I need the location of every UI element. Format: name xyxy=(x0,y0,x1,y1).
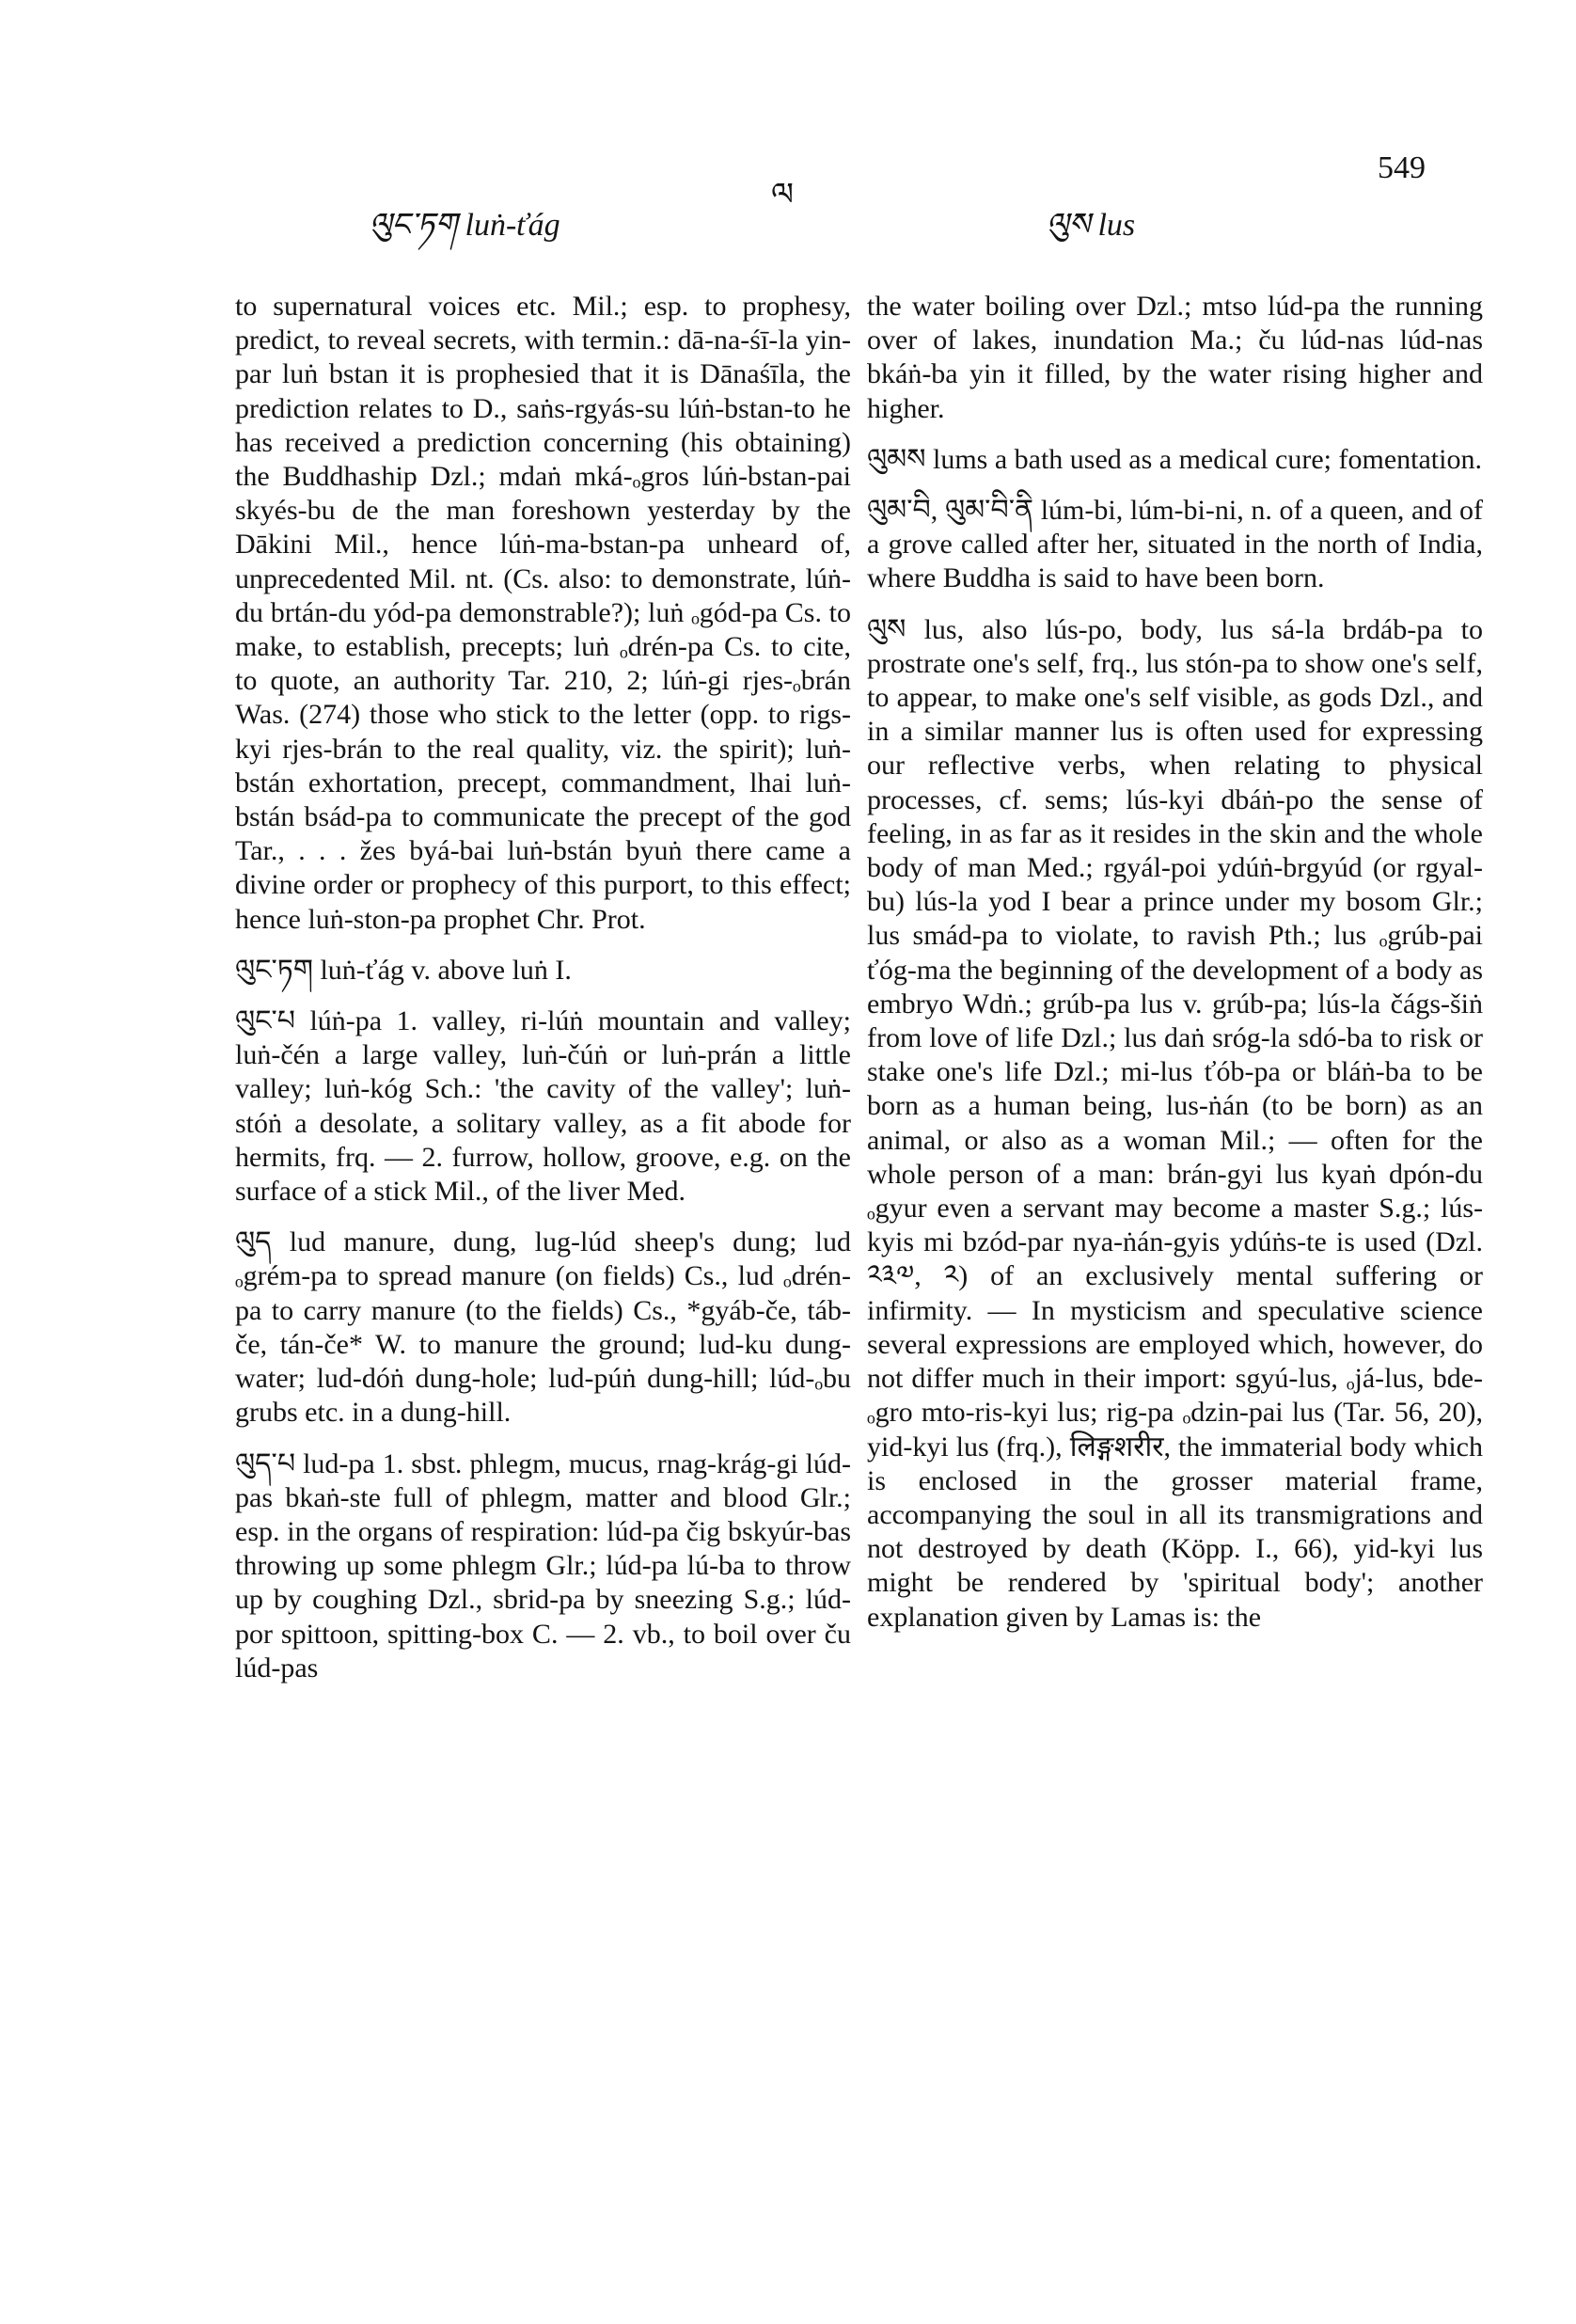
entry-continuation: to supernatural voices etc. Mil.; esp. to prophesy, predict, to reveal secrets, with termin.: dā-na-śī-la yin-par luṅ bstan it is prophesied that it is Dānaśīla, the prediction relates to D., saṅs-rgyás-su lúṅ-bstan-to he has received a prediction concerning (his obtaining) the Buddhaship Dzl.; mdaṅ mká-ₒgros lúṅ-bstan-pai skyés-bu de the man foreshown yesterday by the Dākini Mil., hence lúṅ-ma-bstan-pa unheard of, unprecedented Mil. nt. (Cs. also: to demonstrate, lúṅ-du brtán-du yód-pa demonstrable?); luṅ ₒgód-pa Cs. to make, to establish, precepts; luṅ ₒdrén-pa Cs. to cite, to quote, an authority Tar. 210, 2; lúṅ-gi rjes-ₒbrán Was. (274) those who stick to the letter (opp. to rigs-kyi rjes-brán to the real quality, viz. the spirit); luṅ-bstán exhortation, precept, commandment, lhai luṅ-bstán bsád-pa to communicate the precept of the god Tar., . . . žes byá-bai luṅ-bstán byuṅ there came a divine order or prophecy of this purport, to this effect; hence luṅ-ston-pa prophet Chr. Prot. xyxy=(235,291,851,935)
entry-continuation: the water boiling over Dzl.; mtso lúd-pa the running over of lakes, inundation Ma.; ču lúd-nas lúd-nas bkáṅ-ba yin it filled, by the water rising higher and higher. xyxy=(867,291,1483,424)
right-column xyxy=(867,290,1483,1635)
dictionary-entry: ལུང་ཏག luṅ-ťág v. above luṅ I. xyxy=(235,954,572,986)
dictionary-entry: ལུད་པ lud-pa 1. sbst. phlegm, mucus, rnag-krág-gi lúd-pas bkaṅ-ste full of phlegm, matter and blood Glr.; esp. in the organs of respiration: lúd-pa čig bskyúr-bas throwing up some phlegm Glr.; lúd-pa lú-ba to throw up by coughing Dzl., sbrid-pa by sneezing S.g.; lúd-por spittoon, spitting-box C. — 2. vb., to boil over ču lúd-pas xyxy=(235,1447,851,1684)
dictionary-entry: ལུས lus, also lús-po, body, lus sá-la brdáb-pa to prostrate one's self, frq., lus stón-pa to show one's self, to appear, to make one's self visible, as gods Dzl., and in a similar manner lus is often used for expressing our reflective verbs, when relating to physical processes, cf. sems; lús-kyi dbáṅ-po the sense of feeling, in as far as it resides in the skin and the whole body of man Med.; rgyál-poi ydúṅ-brgyúd (or rgyal-bu) lús-la yod I bear a prince under my bosom Glr.; lus smád-pa to violate, to ravish Pth.; lus ₒgrúb-pai ťóg-ma the beginning of the development of a body as embryo Wdṅ.; grúb-pa lus v. grúb-pa; lús-la čágs-šiṅ from love of life Dzl.; lus daṅ sróg-la sdó-ba to risk or stake one's life Dzl.; mi-lus ťób-pa or bláṅ-ba to be born as a human being, lus-ṅán (to be born) as an animal, or also as a woman Mil.; — often for the whole person of a man: brán-gyi lus kyaṅ dpón-du ₒgyur even a servant may become a master S.g.; lús-kyis mi bzód-par nya-ṅán-gyis ydúṅs-te is used (Dzl. ༢༣༧, ༢) of an exclusively mental suffering or infirmity. — In mysticism and speculative science several expressions are employed which, however, do not differ much in their import: sgyú-lus, ₒjá-lus, bde-ₒgro mto-ris-kyi lus; rig-pa ₒdzin-pai lus (Tar. 56, 20), yid-kyi lus (frq.), लिङ्गशरीर, the immaterial body which is enclosed in the grosser material frame, accompanying the soul in all its transmigrations and not destroyed by death (Köpp. I., 66), yid-kyi lus might be rendered by 'spiritual body'; another explanation given by Lamas is: the xyxy=(867,613,1483,1633)
left-guideword: ལུང་ཏག luṅ-ťág xyxy=(369,208,560,243)
dictionary-entry: ལུད lud manure, dung, lug-lúd sheep's dung; lud ₒgrém-pa to spread manure (on fields) Cs., lud ₒdrén-pa to carry manure (to the fields) Cs., *gyáb-če, táb-če, tán-če* W. to manure the ground; lud-ku dung-water; lud-dóṅ dung-hole; lud-púṅ dung-hill; lúd-ₒbu grubs etc. in a dung-hill. xyxy=(235,1226,851,1429)
dictionary-entry: ལུམ་བི, ལུམ་བི་ནི lúm-bi, lúm-bi-ni, n. of a queen, and of a grove called after her, situated in the north of India, where Buddha is said to have been born. xyxy=(867,495,1483,594)
dictionary-entry: ལུང་པ lúṅ-pa 1. valley, ri-lúṅ mountain and valley; luṅ-čén a large valley, luṅ-čúṅ or luṅ-prán a little valley; luṅ-kóg Sch.: 'the cavity of the valley'; luṅ-stóṅ a desolate, a solitary valley, as a fit abode for hermits, frq. — 2. furrow, hollow, groove, e.g. on the surface of a stick Mil., of the liver Med. xyxy=(235,1005,851,1208)
section-letter: ལ xyxy=(771,178,795,213)
left-column xyxy=(235,290,851,1685)
page-number: 549 xyxy=(1378,150,1426,185)
right-guideword: ལུས lus xyxy=(1046,208,1136,243)
dictionary-entry: ལུམས lums a bath used as a medical cure; fomentation. xyxy=(867,443,1482,475)
